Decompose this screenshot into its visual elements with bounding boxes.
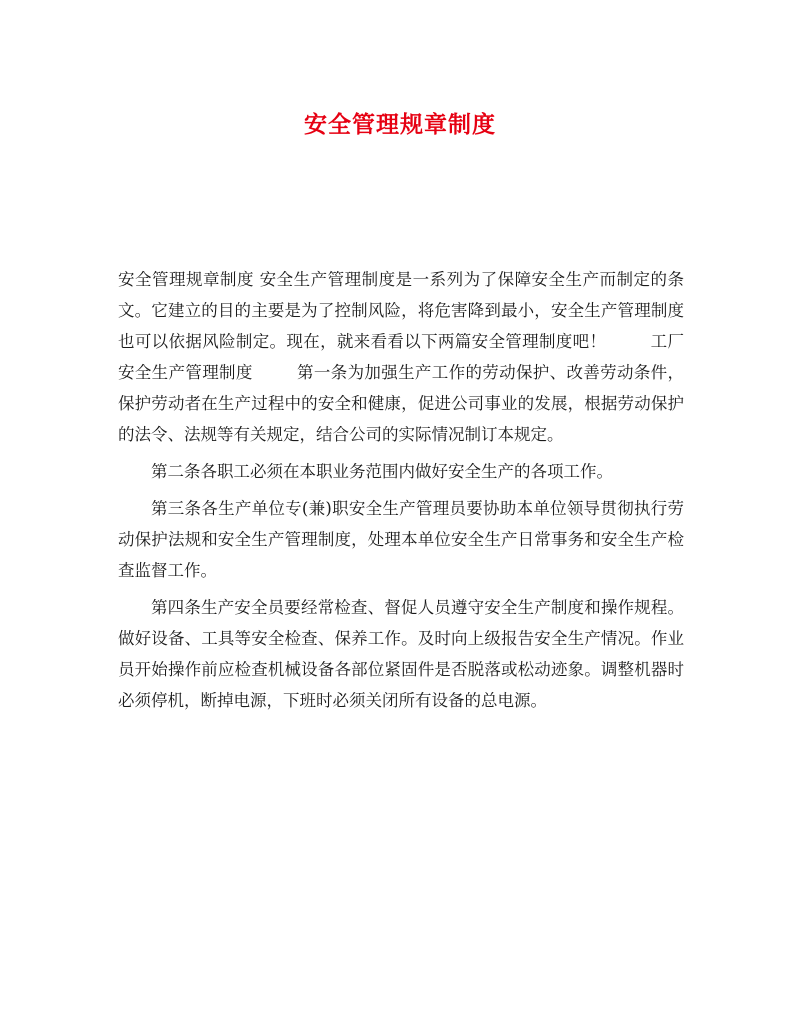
intro-text: 安全管理规章制度 安全生产管理制度是一系列为了保障安全生产而制定的条文。它建立的目的主要是为了控制风险，将危害降到最小，安全生产管理制度也可以依据风险制定。现在，就来看看以下两篇安全管理制度吧！ bbox=[118, 270, 684, 351]
document-body bbox=[118, 264, 684, 722]
intro-paragraph bbox=[118, 264, 684, 450]
document-title: 安全管理规章制度 bbox=[304, 112, 496, 138]
article-four: 第四条生产安全员要经常检查、督促人员遵守安全生产制度和操作规程。做好设备、工具等安全检查、保养工作。及时向上级报告安全生产情况。作业员开始操作前应检查机械设备各部位紧固件是否脱落或松动迹象。调整机器时必须停机，断掉电源，下班时必须关闭所有设备的总电源。 bbox=[118, 598, 684, 710]
article-three: 第三条各生产单位专(兼)职安全生产管理员要协助本单位领导贯彻执行劳动保护法规和安全生产管理制度，处理本单位安全生产日常事务和安全生产检查监督工作。 bbox=[118, 499, 684, 580]
article-one: 第一条为加强生产工作的劳动保护、改善劳动条件，保护劳动者在生产过程中的安全和健康，促进公司事业的发展，根据劳动保护的法令、法规等有关规定，结合公司的实际情况制订本规定。 bbox=[118, 363, 685, 444]
article-two: 第二条各职工必须在本职业务范围内做好安全生产的各项工作。 bbox=[151, 462, 613, 481]
section-heading: 工厂安全生产管理制度 bbox=[118, 332, 685, 382]
